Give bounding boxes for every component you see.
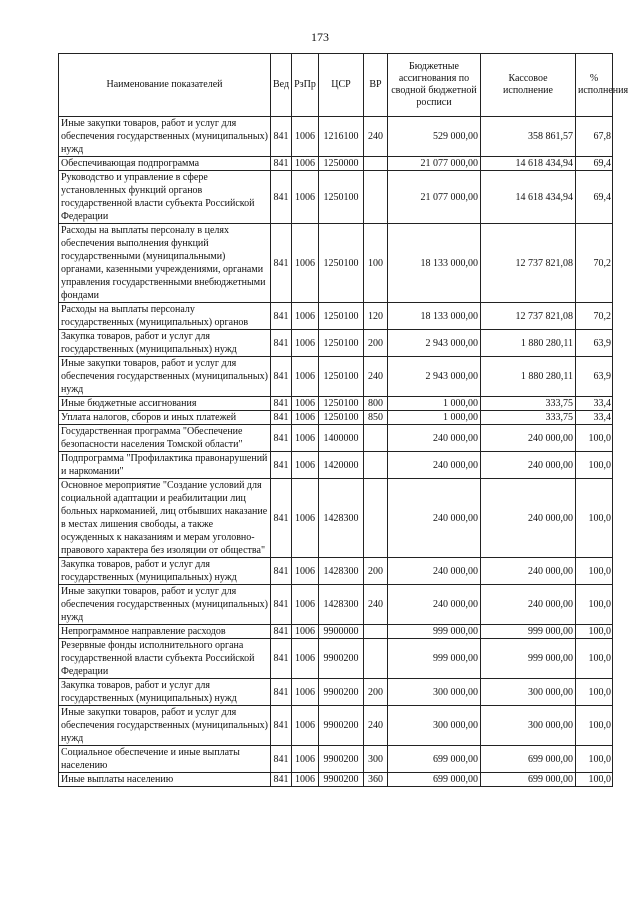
cell-cash: 14 618 434,94 <box>481 157 576 171</box>
cell-ved: 841 <box>271 357 292 397</box>
cell-cash: 699 000,00 <box>481 746 576 773</box>
cell-name: Иные закупки товаров, работ и услуг для обеспечения государственных (муниципальных) нужд <box>59 117 271 157</box>
cell-budget: 240 000,00 <box>388 558 481 585</box>
cell-budget: 529 000,00 <box>388 117 481 157</box>
cell-cash: 358 861,57 <box>481 117 576 157</box>
cell-vr: 200 <box>364 558 388 585</box>
cell-cash: 333,75 <box>481 397 576 411</box>
cell-name: Обеспечивающая подпрограмма <box>59 157 271 171</box>
cell-budget: 240 000,00 <box>388 452 481 479</box>
cell-ved: 841 <box>271 773 292 787</box>
table-row <box>59 171 613 224</box>
cell-budget: 240 000,00 <box>388 585 481 625</box>
table-row <box>59 585 613 625</box>
cell-vr: 200 <box>364 679 388 706</box>
cell-name: Резервные фонды исполнительного органа государственной власти субъекта Российской Федерации <box>59 639 271 679</box>
cell-rzpr: 1006 <box>292 330 319 357</box>
table-row <box>59 679 613 706</box>
header-rzpr: РзПр <box>292 54 319 117</box>
cell-csr: 9900200 <box>319 746 364 773</box>
cell-name: Государственная программа "Обеспечение безопасности населения Томской области" <box>59 425 271 452</box>
cell-pct: 33,4 <box>576 397 613 411</box>
header-ved: Вед <box>271 54 292 117</box>
cell-cash: 12 737 821,08 <box>481 303 576 330</box>
cell-ved: 841 <box>271 585 292 625</box>
cell-pct: 100,0 <box>576 625 613 639</box>
cell-rzpr: 1006 <box>292 411 319 425</box>
cell-name: Закупка товаров, работ и услуг для государственных (муниципальных) нужд <box>59 330 271 357</box>
cell-vr <box>364 625 388 639</box>
cell-name: Закупка товаров, работ и услуг для государственных (муниципальных) нужд <box>59 679 271 706</box>
cell-name: Уплата налогов, сборов и иных платежей <box>59 411 271 425</box>
header-name: Наименование показателей <box>59 54 271 117</box>
cell-vr: 240 <box>364 117 388 157</box>
cell-pct: 67,8 <box>576 117 613 157</box>
cell-name: Руководство и управление в сфере установленных функций органов государственной власти субъекта Российской Федерации <box>59 171 271 224</box>
table-row <box>59 706 613 746</box>
cell-budget: 999 000,00 <box>388 639 481 679</box>
cell-budget: 699 000,00 <box>388 746 481 773</box>
cell-vr: 850 <box>364 411 388 425</box>
table-row <box>59 330 613 357</box>
cell-vr: 240 <box>364 585 388 625</box>
header-pct: % исполнения <box>576 54 613 117</box>
cell-rzpr: 1006 <box>292 397 319 411</box>
cell-pct: 69,4 <box>576 157 613 171</box>
cell-ved: 841 <box>271 117 292 157</box>
table-row <box>59 639 613 679</box>
header-csr: ЦСР <box>319 54 364 117</box>
table-row <box>59 117 613 157</box>
cell-rzpr: 1006 <box>292 479 319 558</box>
cell-vr: 240 <box>364 357 388 397</box>
cell-ved: 841 <box>271 746 292 773</box>
cell-ved: 841 <box>271 224 292 303</box>
cell-name: Социальное обеспечение и иные выплаты населению <box>59 746 271 773</box>
cell-pct: 100,0 <box>576 773 613 787</box>
cell-rzpr: 1006 <box>292 157 319 171</box>
cell-cash: 300 000,00 <box>481 706 576 746</box>
cell-rzpr: 1006 <box>292 452 319 479</box>
cell-pct: 69,4 <box>576 171 613 224</box>
table-row <box>59 452 613 479</box>
table-row <box>59 746 613 773</box>
cell-ved: 841 <box>271 558 292 585</box>
cell-cash: 240 000,00 <box>481 479 576 558</box>
cell-csr: 1250100 <box>319 224 364 303</box>
cell-budget: 240 000,00 <box>388 479 481 558</box>
cell-csr: 1250100 <box>319 171 364 224</box>
cell-csr: 1250100 <box>319 397 364 411</box>
cell-cash: 240 000,00 <box>481 425 576 452</box>
cell-budget: 2 943 000,00 <box>388 330 481 357</box>
cell-csr: 1400000 <box>319 425 364 452</box>
cell-budget: 999 000,00 <box>388 625 481 639</box>
cell-pct: 100,0 <box>576 585 613 625</box>
cell-pct: 33,4 <box>576 411 613 425</box>
cell-rzpr: 1006 <box>292 706 319 746</box>
cell-cash: 240 000,00 <box>481 452 576 479</box>
cell-csr: 1250100 <box>319 330 364 357</box>
cell-ved: 841 <box>271 171 292 224</box>
cell-pct: 63,9 <box>576 357 613 397</box>
cell-csr: 1250100 <box>319 357 364 397</box>
cell-vr: 200 <box>364 330 388 357</box>
cell-ved: 841 <box>271 706 292 746</box>
cell-name: Непрограммное направление расходов <box>59 625 271 639</box>
cell-cash: 240 000,00 <box>481 585 576 625</box>
cell-ved: 841 <box>271 397 292 411</box>
cell-csr: 1428300 <box>319 479 364 558</box>
cell-rzpr: 1006 <box>292 585 319 625</box>
cell-cash: 333,75 <box>481 411 576 425</box>
cell-budget: 18 133 000,00 <box>388 303 481 330</box>
cell-budget: 699 000,00 <box>388 773 481 787</box>
cell-ved: 841 <box>271 330 292 357</box>
cell-vr: 120 <box>364 303 388 330</box>
table-body <box>59 117 613 787</box>
cell-csr: 1428300 <box>319 585 364 625</box>
cell-budget: 1 000,00 <box>388 397 481 411</box>
cell-ved: 841 <box>271 452 292 479</box>
cell-ved: 841 <box>271 411 292 425</box>
cell-ved: 841 <box>271 679 292 706</box>
cell-csr: 1216100 <box>319 117 364 157</box>
table-row <box>59 558 613 585</box>
cell-vr <box>364 639 388 679</box>
cell-cash: 999 000,00 <box>481 625 576 639</box>
cell-csr: 9900200 <box>319 639 364 679</box>
cell-cash: 699 000,00 <box>481 773 576 787</box>
cell-name: Иные закупки товаров, работ и услуг для обеспечения государственных (муниципальных) нужд <box>59 357 271 397</box>
cell-name: Расходы на выплаты персоналу в целях обеспечения выполнения функций государственными (муниципальными) органами, казенными учреждениями, органами управления государственными внебюджетными фондами <box>59 224 271 303</box>
cell-pct: 100,0 <box>576 479 613 558</box>
table-row <box>59 773 613 787</box>
cell-cash: 14 618 434,94 <box>481 171 576 224</box>
cell-vr: 360 <box>364 773 388 787</box>
cell-budget: 21 077 000,00 <box>388 171 481 224</box>
cell-rzpr: 1006 <box>292 558 319 585</box>
cell-rzpr: 1006 <box>292 357 319 397</box>
cell-csr: 1250000 <box>319 157 364 171</box>
cell-budget: 300 000,00 <box>388 679 481 706</box>
cell-budget: 1 000,00 <box>388 411 481 425</box>
cell-rzpr: 1006 <box>292 425 319 452</box>
cell-pct: 100,0 <box>576 425 613 452</box>
cell-rzpr: 1006 <box>292 625 319 639</box>
cell-rzpr: 1006 <box>292 773 319 787</box>
cell-cash: 300 000,00 <box>481 679 576 706</box>
cell-budget: 240 000,00 <box>388 425 481 452</box>
table-row <box>59 157 613 171</box>
table-row <box>59 425 613 452</box>
cell-vr: 800 <box>364 397 388 411</box>
cell-csr: 9900000 <box>319 625 364 639</box>
cell-ved: 841 <box>271 625 292 639</box>
cell-csr: 1250100 <box>319 411 364 425</box>
cell-pct: 70,2 <box>576 224 613 303</box>
cell-name: Иные выплаты населению <box>59 773 271 787</box>
cell-vr <box>364 425 388 452</box>
cell-ved: 841 <box>271 303 292 330</box>
cell-ved: 841 <box>271 639 292 679</box>
table-header-row <box>59 54 613 117</box>
cell-ved: 841 <box>271 425 292 452</box>
header-budget: Бюджетные ассигнования по сводной бюджетной росписи <box>388 54 481 117</box>
cell-name: Подпрограмма "Профилактика правонарушений и наркомании" <box>59 452 271 479</box>
cell-rzpr: 1006 <box>292 117 319 157</box>
cell-pct: 100,0 <box>576 679 613 706</box>
cell-budget: 300 000,00 <box>388 706 481 746</box>
cell-csr: 1250100 <box>319 303 364 330</box>
cell-name: Расходы на выплаты персоналу государственных (муниципальных) органов <box>59 303 271 330</box>
cell-budget: 21 077 000,00 <box>388 157 481 171</box>
cell-name: Основное мероприятие "Создание условий для социальной адаптации и реабилитации лиц больных наркоманией, лиц отбывших наказание в местах лишения свободы, а также осужденных к наказаниям и мерам уголовно-правового характера без изоляции от общества" <box>59 479 271 558</box>
cell-cash: 1 880 280,11 <box>481 330 576 357</box>
page-number: 173 <box>311 30 329 44</box>
cell-cash: 1 880 280,11 <box>481 357 576 397</box>
cell-csr: 9900200 <box>319 706 364 746</box>
cell-budget: 2 943 000,00 <box>388 357 481 397</box>
cell-csr: 1428300 <box>319 558 364 585</box>
cell-name: Закупка товаров, работ и услуг для государственных (муниципальных) нужд <box>59 558 271 585</box>
cell-ved: 841 <box>271 479 292 558</box>
cell-name: Иные бюджетные ассигнования <box>59 397 271 411</box>
table-row <box>59 479 613 558</box>
table-row <box>59 224 613 303</box>
table-row <box>59 357 613 397</box>
cell-vr <box>364 452 388 479</box>
cell-vr <box>364 479 388 558</box>
cell-ved: 841 <box>271 157 292 171</box>
table-row <box>59 397 613 411</box>
cell-rzpr: 1006 <box>292 639 319 679</box>
header-vr: ВР <box>364 54 388 117</box>
cell-pct: 63,9 <box>576 330 613 357</box>
cell-rzpr: 1006 <box>292 171 319 224</box>
cell-pct: 100,0 <box>576 746 613 773</box>
cell-name: Иные закупки товаров, работ и услуг для обеспечения государственных (муниципальных) нужд <box>59 585 271 625</box>
cell-rzpr: 1006 <box>292 303 319 330</box>
cell-rzpr: 1006 <box>292 679 319 706</box>
table-row <box>59 411 613 425</box>
cell-pct: 70,2 <box>576 303 613 330</box>
cell-pct: 100,0 <box>576 639 613 679</box>
cell-csr: 9900200 <box>319 773 364 787</box>
header-cash: Кассовое исполнение <box>481 54 576 117</box>
cell-pct: 100,0 <box>576 706 613 746</box>
cell-vr <box>364 171 388 224</box>
cell-cash: 999 000,00 <box>481 639 576 679</box>
cell-rzpr: 1006 <box>292 746 319 773</box>
cell-csr: 1420000 <box>319 452 364 479</box>
cell-name: Иные закупки товаров, работ и услуг для обеспечения государственных (муниципальных) нужд <box>59 706 271 746</box>
cell-pct: 100,0 <box>576 558 613 585</box>
cell-cash: 12 737 821,08 <box>481 224 576 303</box>
cell-vr: 300 <box>364 746 388 773</box>
cell-csr: 9900200 <box>319 679 364 706</box>
cell-rzpr: 1006 <box>292 224 319 303</box>
table-row <box>59 303 613 330</box>
cell-budget: 18 133 000,00 <box>388 224 481 303</box>
cell-cash: 240 000,00 <box>481 558 576 585</box>
table-row <box>59 625 613 639</box>
cell-vr: 240 <box>364 706 388 746</box>
budget-execution-table <box>58 53 629 787</box>
cell-pct: 100,0 <box>576 452 613 479</box>
cell-vr <box>364 157 388 171</box>
cell-vr: 100 <box>364 224 388 303</box>
